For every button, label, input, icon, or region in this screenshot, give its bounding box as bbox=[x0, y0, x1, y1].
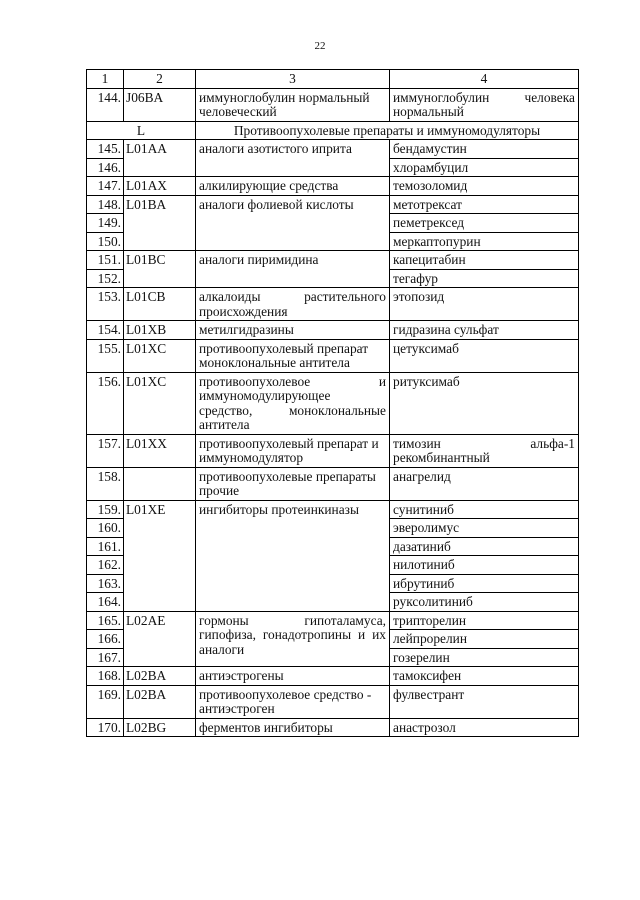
drug-name: ритуксимаб bbox=[390, 372, 579, 434]
group-name: антиэстрогены bbox=[196, 667, 390, 686]
drug-name: цетуксимаб bbox=[390, 339, 579, 372]
drug-name: тамоксифен bbox=[390, 667, 579, 686]
table-row bbox=[87, 685, 579, 718]
drug-name: хлорамбуцил bbox=[390, 158, 579, 177]
row-number: 169. bbox=[87, 685, 124, 718]
table-row bbox=[87, 288, 579, 321]
table-header-row bbox=[87, 70, 579, 89]
section-row bbox=[87, 121, 579, 140]
atc-code: L01XB bbox=[124, 321, 196, 340]
atc-code: L01XE bbox=[124, 500, 196, 611]
row-number: 152. bbox=[87, 269, 124, 288]
drug-name: фулвестрант bbox=[390, 685, 579, 718]
drug-name: этопозид bbox=[390, 288, 579, 321]
row-number: 161. bbox=[87, 537, 124, 556]
table-row bbox=[87, 667, 579, 686]
row-number: 165. bbox=[87, 611, 124, 630]
row-number: 145. bbox=[87, 140, 124, 159]
row-number: 164. bbox=[87, 593, 124, 612]
drug-name: темозоломид bbox=[390, 177, 579, 196]
drug-name: гидразина сульфат bbox=[390, 321, 579, 340]
group-name: противоопухолевые препараты прочие bbox=[196, 467, 390, 500]
section-code: L bbox=[87, 121, 196, 140]
row-number: 155. bbox=[87, 339, 124, 372]
drug-name: сунитиниб bbox=[390, 500, 579, 519]
page-number: 22 bbox=[314, 40, 326, 52]
table-row bbox=[87, 177, 579, 196]
row-number: 144. bbox=[87, 88, 124, 121]
header-cell: 3 bbox=[196, 70, 390, 89]
row-number: 147. bbox=[87, 177, 124, 196]
drug-name: иммуноглобулин человека нормальный bbox=[390, 88, 579, 121]
group-name: алкалоиды растительного происхождения bbox=[196, 288, 390, 321]
atc-code: L01CB bbox=[124, 288, 196, 321]
header-cell: 1 bbox=[87, 70, 124, 89]
atc-code: L01BA bbox=[124, 195, 196, 251]
atc-code: L01AA bbox=[124, 140, 196, 177]
atc-code: L01XC bbox=[124, 372, 196, 434]
drug-name: эверолимус bbox=[390, 519, 579, 538]
drug-name: руксолитиниб bbox=[390, 593, 579, 612]
group-name: противоопухолевое средство - антиэстроген bbox=[196, 685, 390, 718]
row-number: 153. bbox=[87, 288, 124, 321]
row-number: 158. bbox=[87, 467, 124, 500]
atc-code: L01BC bbox=[124, 251, 196, 288]
atc-code: L01XX bbox=[124, 434, 196, 467]
row-number: 148. bbox=[87, 195, 124, 214]
table-row bbox=[87, 251, 579, 270]
row-number: 160. bbox=[87, 519, 124, 538]
table-row bbox=[87, 611, 579, 630]
table-row bbox=[87, 88, 579, 121]
row-number: 150. bbox=[87, 232, 124, 251]
atc-code: L02BG bbox=[124, 718, 196, 737]
table-row bbox=[87, 500, 579, 519]
group-name: иммуноглобулин нормальный человеческий bbox=[196, 88, 390, 121]
row-number: 156. bbox=[87, 372, 124, 434]
drug-name: лейпрорелин bbox=[390, 630, 579, 649]
table-row bbox=[87, 372, 579, 434]
group-name: аналоги фолиевой кислоты bbox=[196, 195, 390, 251]
atc-code: L02AE bbox=[124, 611, 196, 667]
row-number: 166. bbox=[87, 630, 124, 649]
row-number: 146. bbox=[87, 158, 124, 177]
group-name: метилгидразины bbox=[196, 321, 390, 340]
drug-name: нилотиниб bbox=[390, 556, 579, 575]
row-number: 167. bbox=[87, 648, 124, 667]
drug-name: тегафур bbox=[390, 269, 579, 288]
atc-code bbox=[124, 467, 196, 500]
atc-code: L02BA bbox=[124, 685, 196, 718]
drug-name: бендамустин bbox=[390, 140, 579, 159]
table-row bbox=[87, 467, 579, 500]
row-number: 154. bbox=[87, 321, 124, 340]
drug-name: анастрозол bbox=[390, 718, 579, 737]
drug-name: меркаптопурин bbox=[390, 232, 579, 251]
table-row bbox=[87, 718, 579, 737]
group-name: аналоги азотистого иприта bbox=[196, 140, 390, 177]
group-name: ингибиторы протеинкиназы bbox=[196, 500, 390, 611]
drug-name: трипторелин bbox=[390, 611, 579, 630]
row-number: 168. bbox=[87, 667, 124, 686]
atc-code: L01AX bbox=[124, 177, 196, 196]
drug-name: ибрутиниб bbox=[390, 574, 579, 593]
table-row bbox=[87, 321, 579, 340]
drug-name: анагрелид bbox=[390, 467, 579, 500]
row-number: 162. bbox=[87, 556, 124, 575]
drug-name: метотрексат bbox=[390, 195, 579, 214]
atc-code: J06BA bbox=[124, 88, 196, 121]
table-row bbox=[87, 195, 579, 214]
drug-name: тимозин альфа-1 рекомбинантный bbox=[390, 434, 579, 467]
drug-name: капецитабин bbox=[390, 251, 579, 270]
atc-code: L02BA bbox=[124, 667, 196, 686]
atc-code: L01XC bbox=[124, 339, 196, 372]
table-row bbox=[87, 339, 579, 372]
drug-name: пеметрексед bbox=[390, 214, 579, 233]
drug-table bbox=[86, 69, 579, 737]
group-name: алкилирующие средства bbox=[196, 177, 390, 196]
header-cell: 4 bbox=[390, 70, 579, 89]
row-number: 170. bbox=[87, 718, 124, 737]
table-row bbox=[87, 140, 579, 159]
table-row bbox=[87, 434, 579, 467]
drug-name: гозерелин bbox=[390, 648, 579, 667]
group-name: гормоны гипоталамуса, гипофиза, гонадотропины и их аналоги bbox=[196, 611, 390, 667]
group-name: противоопухолевый препарат моноклональные антитела bbox=[196, 339, 390, 372]
drug-name: дазатиниб bbox=[390, 537, 579, 556]
row-number: 163. bbox=[87, 574, 124, 593]
section-title: Противоопухолевые препараты и иммуномодуляторы bbox=[196, 121, 579, 140]
row-number: 157. bbox=[87, 434, 124, 467]
group-name: противоопухолевый препарат и иммуномодулятор bbox=[196, 434, 390, 467]
group-name: аналоги пиримидина bbox=[196, 251, 390, 288]
row-number: 149. bbox=[87, 214, 124, 233]
row-number: 151. bbox=[87, 251, 124, 270]
group-name: противоопухолевое и иммуномодулирующее средство, моноклональные антитела bbox=[196, 372, 390, 434]
row-number: 159. bbox=[87, 500, 124, 519]
header-cell: 2 bbox=[124, 70, 196, 89]
group-name: ферментов ингибиторы bbox=[196, 718, 390, 737]
